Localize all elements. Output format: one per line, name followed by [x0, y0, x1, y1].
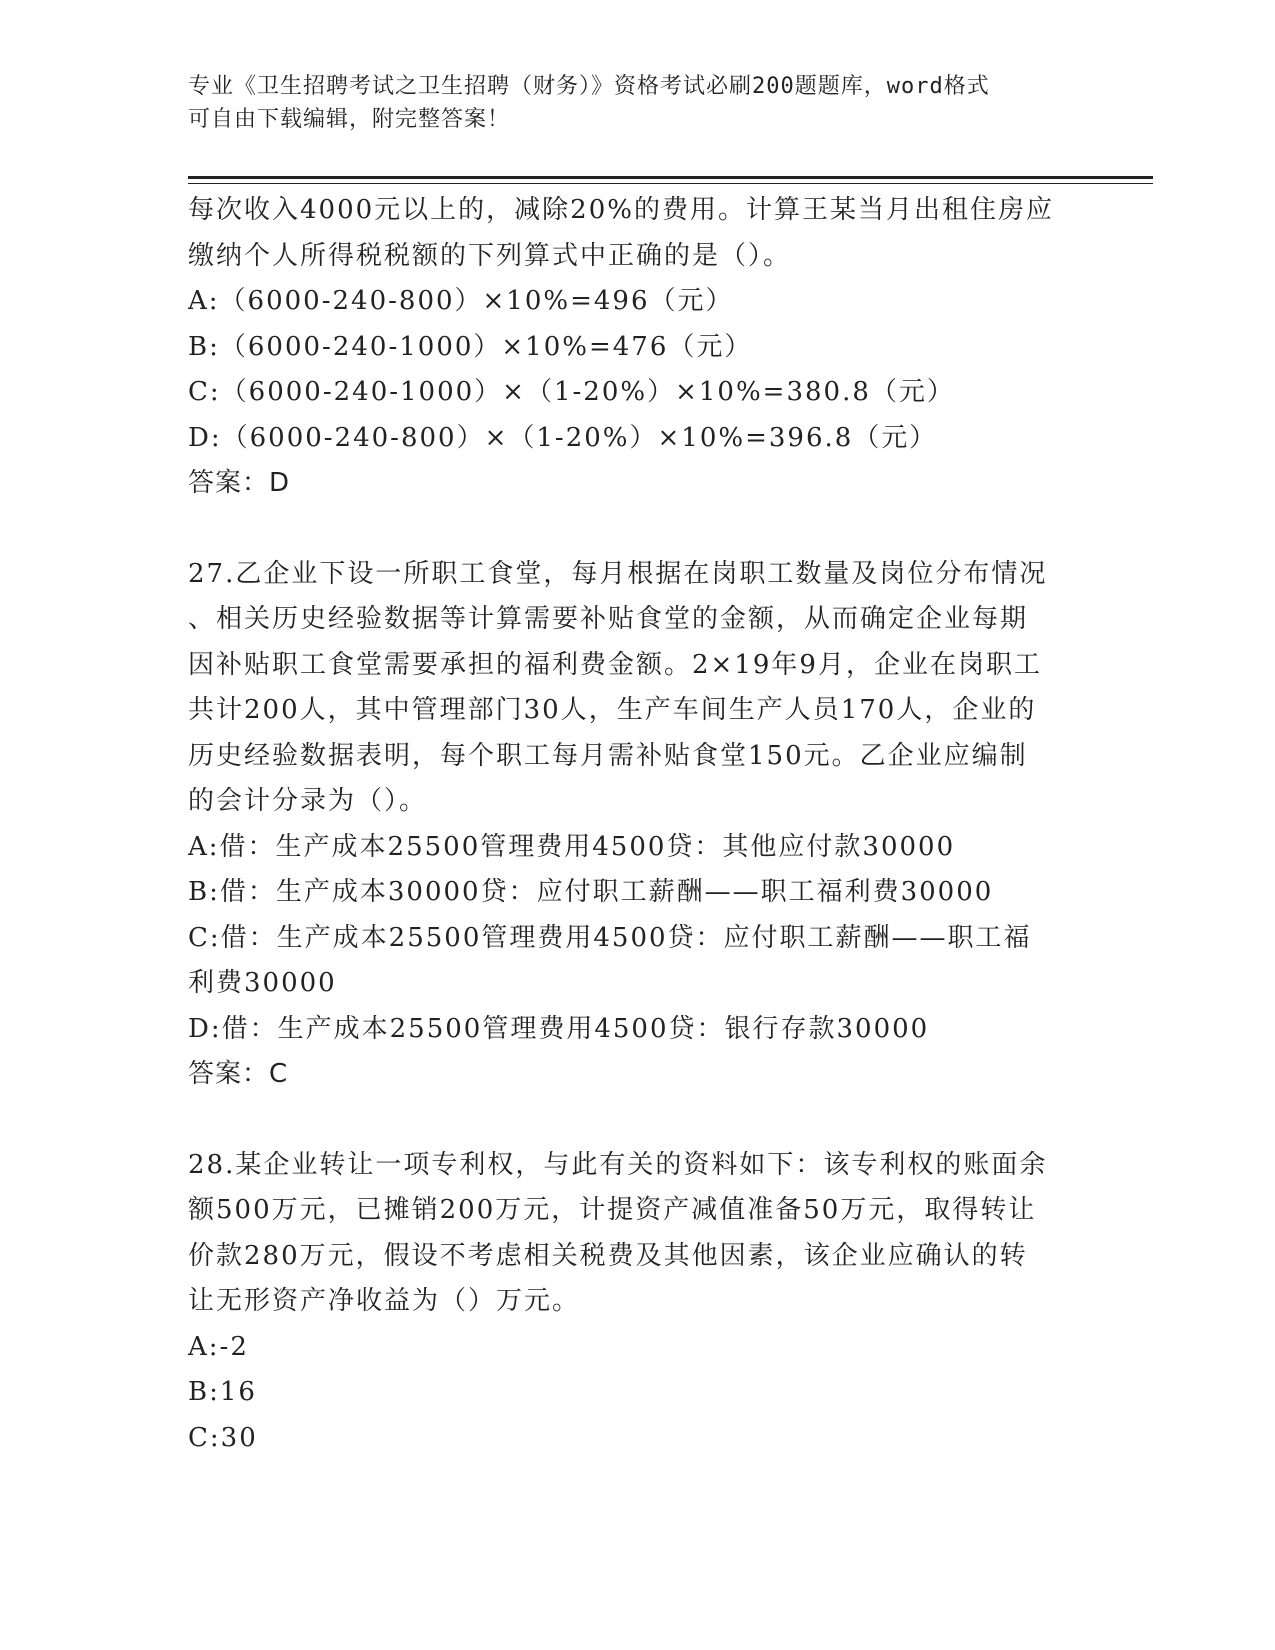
option-a: A:（6000-240-800）×10%=496（元） — [188, 286, 734, 316]
question-text-line: 因补贴职工食堂需要承担的福利费金额。2×19年9月，企业在岗职工 — [188, 649, 1042, 680]
option-a: A:借：生产成本25500管理费用4500贷：其他应付款30000 — [188, 831, 956, 862]
option-b: B:（6000-240-1000）×10%=476（元） — [188, 331, 753, 362]
question-text-line: 额500万元，已摊销200万元，计提资产减值准备50万元，取得转让 — [188, 1195, 1037, 1225]
option-c: C:（6000-240-1000）×（1-20%）×10%=380.8（元） — [188, 377, 955, 407]
option-c: C:借：生产成本25500管理费用4500贷：应付职工薪酬——职工福 — [188, 922, 1032, 953]
question-28 — [188, 1143, 1088, 1462]
question-27 — [188, 552, 1088, 1098]
header-rule-thin — [188, 183, 1153, 184]
option-b: B:16 — [188, 1377, 257, 1407]
option-d: D:（6000-240-800）×（1-20%）×10%=396.8（元） — [188, 422, 938, 453]
question-text-line: 的会计分录为（）。 — [188, 786, 428, 816]
document-header — [188, 70, 1068, 136]
option-a: A:-2 — [188, 1331, 249, 1362]
question-text-line: 历史经验数据表明，每个职工每月需补贴食堂150元。乙企业应编制 — [188, 740, 1028, 771]
answer-line: 答案：C — [188, 1059, 289, 1089]
question-text-line: 缴纳个人所得税税额的下列算式中正确的是（）。 — [188, 240, 792, 271]
option-c: C:30 — [188, 1422, 258, 1453]
answer-line: 答案：D — [188, 468, 291, 498]
option-d: D:借：生产成本25500管理费用4500贷：银行存款30000 — [188, 1013, 930, 1044]
question-text-line: 价款280万元，假设不考虑相关税费及其他因素，该企业应确认的转 — [188, 1240, 1028, 1271]
question-26 — [188, 188, 1088, 507]
option-c-continued: 利费30000 — [188, 968, 337, 998]
question-text-line: 让无形资产净收益为（）万元。 — [188, 1286, 581, 1316]
header-line-2: 可自由下载编辑，附完整答案！ — [188, 107, 511, 132]
option-b: B:借：生产成本30000贷：应付职工薪酬——职工福利费30000 — [188, 877, 994, 907]
question-text-line: 28.某企业转让一项专利权，与此有关的资料如下：该专利权的账面余 — [188, 1149, 1048, 1180]
question-text-line: 共计200人，其中管理部门30人，生产车间生产人员170人，企业的 — [188, 695, 1037, 725]
header-rule-thick — [188, 176, 1153, 179]
question-text-line: 、相关历史经验数据等计算需要补贴食堂的金额，从而确定企业每期 — [188, 604, 1029, 634]
document-body — [188, 188, 1088, 1461]
question-text-line: 27.乙企业下设一所职工食堂，每月根据在岗职工数量及岗位分布情况 — [188, 558, 1048, 589]
question-text-line: 每次收入4000元以上的，减除20%的费用。计算王某当月出租住房应 — [188, 195, 1054, 225]
header-line-1: 专业《卫生招聘考试之卫生招聘（财务）》资格考试必刷200题题库，word格式 — [188, 74, 990, 99]
